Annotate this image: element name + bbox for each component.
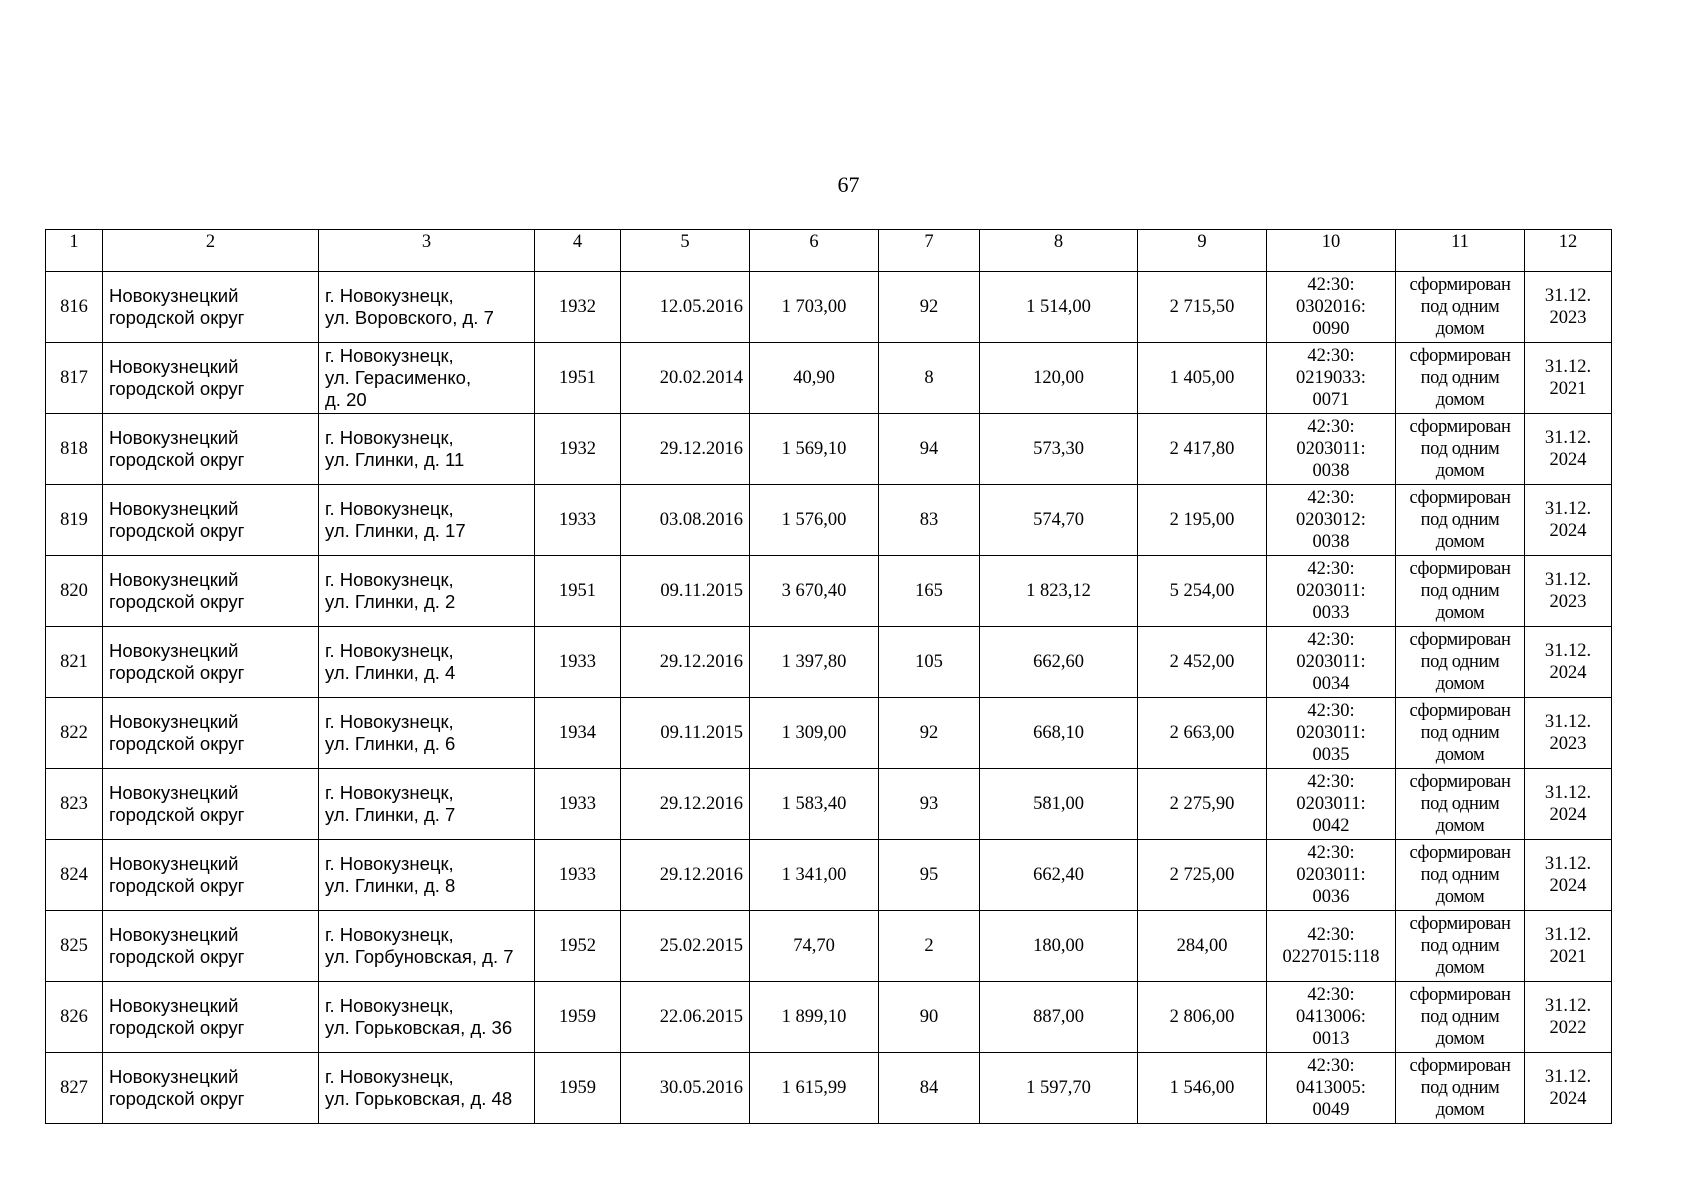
column-header-5: 5 [621, 230, 750, 272]
cadastral-cell [1267, 343, 1396, 414]
area-total-cell: 1 576,00 [750, 485, 879, 556]
address-cell [319, 556, 535, 627]
row-number: 825 [46, 911, 103, 982]
deadline-cell-line: 2023 [1549, 734, 1587, 754]
table-row [46, 982, 1612, 1053]
area-3-cell: 2 715,50 [1138, 272, 1267, 343]
address-cell-line: ул. Герасименко, [325, 367, 472, 388]
cadastral-cell-line: 0203011: [1296, 652, 1366, 672]
cadastral-cell-line: 42:30: [1307, 559, 1355, 579]
area-2-cell: 574,70 [980, 485, 1138, 556]
deadline-cell-line: 2021 [1549, 947, 1587, 967]
land-status-cell-line: домом [1435, 390, 1485, 410]
cadastral-cell [1267, 982, 1396, 1053]
land-status-cell [1396, 982, 1525, 1053]
area-2-cell: 887,00 [980, 982, 1138, 1053]
deadline-cell-line: 31.12. [1544, 428, 1592, 448]
area-total-cell: 1 309,00 [750, 698, 879, 769]
cadastral-cell-line: 0227015:118 [1282, 947, 1380, 967]
deadline-cell-line: 2022 [1549, 1018, 1587, 1038]
cadastral-cell-line: 0203012: [1296, 510, 1366, 530]
address-cell-line: ул. Воровского, д. 7 [325, 307, 494, 328]
land-status-cell-line: домом [1435, 461, 1485, 481]
area-2-cell: 662,40 [980, 840, 1138, 911]
land-status-cell-line: под одним [1420, 794, 1500, 814]
cadastral-cell [1267, 1053, 1396, 1124]
land-status-cell-line: сформирован [1409, 701, 1511, 721]
year-cell: 1932 [535, 272, 621, 343]
cadastral-cell [1267, 698, 1396, 769]
area-2-cell: 1 597,70 [980, 1053, 1138, 1124]
deadline-cell-line: 31.12. [1544, 783, 1592, 803]
area-3-cell: 2 725,00 [1138, 840, 1267, 911]
column-header-9: 9 [1138, 230, 1267, 272]
residents-cell: 105 [879, 627, 980, 698]
deadline-cell [1525, 982, 1612, 1053]
area-total-cell: 1 583,40 [750, 769, 879, 840]
address-cell [319, 414, 535, 485]
land-status-cell-line: домом [1435, 887, 1485, 907]
land-status-cell-line: сформирован [1409, 985, 1511, 1005]
table-header [46, 230, 1612, 272]
address-cell [319, 698, 535, 769]
municipality-cell: Новокузнецкий городской округ [103, 272, 319, 343]
table-row [46, 840, 1612, 911]
date-cell: 29.12.2016 [621, 414, 750, 485]
deadline-cell-line: 2023 [1549, 308, 1587, 328]
deadline-cell-line: 2024 [1549, 521, 1587, 541]
residents-cell: 94 [879, 414, 980, 485]
date-cell: 12.05.2016 [621, 272, 750, 343]
deadline-cell-line: 31.12. [1544, 286, 1592, 306]
date-cell: 25.02.2015 [621, 911, 750, 982]
row-number: 823 [46, 769, 103, 840]
area-3-cell: 5 254,00 [1138, 556, 1267, 627]
cadastral-cell-line: 0034 [1312, 674, 1350, 694]
deadline-cell-line: 31.12. [1544, 996, 1592, 1016]
land-status-cell [1396, 627, 1525, 698]
table-row [46, 272, 1612, 343]
year-cell: 1959 [535, 1053, 621, 1124]
deadline-cell-line: 31.12. [1544, 641, 1592, 661]
table-row [46, 769, 1612, 840]
cadastral-cell-line: 0038 [1312, 532, 1350, 552]
address-cell-line: ул. Горбуновская, д. 7 [325, 946, 514, 967]
cadastral-cell-line: 0049 [1312, 1100, 1350, 1120]
deadline-cell-line: 31.12. [1544, 1067, 1592, 1087]
table-row [46, 485, 1612, 556]
address-cell-line: г. Новокузнецк, [325, 924, 454, 945]
column-header-3: 3 [319, 230, 535, 272]
land-status-cell-line: сформирован [1409, 630, 1511, 650]
table-row [46, 556, 1612, 627]
municipality-cell: Новокузнецкий городской округ [103, 414, 319, 485]
area-total-cell: 3 670,40 [750, 556, 879, 627]
cadastral-cell [1267, 627, 1396, 698]
land-status-cell-line: под одним [1420, 368, 1500, 388]
area-3-cell: 2 275,90 [1138, 769, 1267, 840]
address-cell-line: ул. Горьковская, д. 48 [325, 1088, 513, 1109]
year-cell: 1933 [535, 840, 621, 911]
year-cell: 1934 [535, 698, 621, 769]
row-number: 824 [46, 840, 103, 911]
residents-cell: 84 [879, 1053, 980, 1124]
registry-table [45, 229, 1612, 1124]
municipality-cell: Новокузнецкий городской округ [103, 343, 319, 414]
address-cell-line: г. Новокузнецк, [325, 853, 454, 874]
address-cell-line: г. Новокузнецк, [325, 782, 454, 803]
address-cell-line: г. Новокузнецк, [325, 569, 454, 590]
cadastral-cell-line: 0413006: [1296, 1007, 1366, 1027]
row-number: 819 [46, 485, 103, 556]
area-2-cell: 581,00 [980, 769, 1138, 840]
address-cell [319, 1053, 535, 1124]
residents-cell: 90 [879, 982, 980, 1053]
municipality-cell: Новокузнецкий городской округ [103, 982, 319, 1053]
cadastral-cell-line: 42:30: [1307, 346, 1355, 366]
cadastral-cell-line: 42:30: [1307, 488, 1355, 508]
date-cell: 09.11.2015 [621, 698, 750, 769]
land-status-cell-line: под одним [1420, 1078, 1500, 1098]
land-status-cell-line: домом [1435, 745, 1485, 765]
column-header-2: 2 [103, 230, 319, 272]
cadastral-cell-line: 42:30: [1307, 985, 1355, 1005]
cadastral-cell [1267, 272, 1396, 343]
deadline-cell [1525, 343, 1612, 414]
table-row [46, 1053, 1612, 1124]
column-header-1: 1 [46, 230, 103, 272]
land-status-cell-line: домом [1435, 1100, 1485, 1120]
row-number: 827 [46, 1053, 103, 1124]
column-header-4: 4 [535, 230, 621, 272]
year-cell: 1951 [535, 343, 621, 414]
address-cell-line: г. Новокузнецк, [325, 1066, 454, 1087]
deadline-cell-line: 2021 [1549, 379, 1587, 399]
address-cell-line: г. Новокузнецк, [325, 640, 454, 661]
land-status-cell-line: под одним [1420, 865, 1500, 885]
residents-cell: 93 [879, 769, 980, 840]
area-3-cell: 2 195,00 [1138, 485, 1267, 556]
cadastral-cell-line: 42:30: [1307, 275, 1355, 295]
municipality-cell: Новокузнецкий городской округ [103, 698, 319, 769]
year-cell: 1933 [535, 485, 621, 556]
area-2-cell: 1 823,12 [980, 556, 1138, 627]
deadline-cell-line: 2024 [1549, 876, 1587, 896]
table-row [46, 698, 1612, 769]
column-header-10: 10 [1267, 230, 1396, 272]
municipality-cell: Новокузнецкий городской округ [103, 485, 319, 556]
address-cell-line: г. Новокузнецк, [325, 995, 454, 1016]
land-status-cell-line: под одним [1420, 297, 1500, 317]
address-cell-line: ул. Глинки, д. 7 [325, 804, 456, 825]
address-cell-line: ул. Глинки, д. 4 [325, 662, 456, 683]
column-header-11: 11 [1396, 230, 1525, 272]
cadastral-cell [1267, 911, 1396, 982]
table-body [46, 272, 1612, 1124]
table-row [46, 911, 1612, 982]
address-cell [319, 911, 535, 982]
year-cell: 1933 [535, 627, 621, 698]
area-total-cell: 1 341,00 [750, 840, 879, 911]
row-number: 817 [46, 343, 103, 414]
land-status-cell-line: под одним [1420, 652, 1500, 672]
land-status-cell [1396, 698, 1525, 769]
year-cell: 1951 [535, 556, 621, 627]
area-3-cell: 2 417,80 [1138, 414, 1267, 485]
deadline-cell-line: 2024 [1549, 1089, 1587, 1109]
address-cell-line: г. Новокузнецк, [325, 498, 454, 519]
land-status-cell-line: под одним [1420, 936, 1500, 956]
date-cell: 20.02.2014 [621, 343, 750, 414]
residents-cell: 92 [879, 698, 980, 769]
area-3-cell: 2 452,00 [1138, 627, 1267, 698]
area-3-cell: 2 806,00 [1138, 982, 1267, 1053]
deadline-cell-line: 31.12. [1544, 854, 1592, 874]
deadline-cell-line: 2024 [1549, 450, 1587, 470]
land-status-cell [1396, 272, 1525, 343]
land-status-cell-line: под одним [1420, 581, 1500, 601]
deadline-cell-line: 31.12. [1544, 570, 1592, 590]
area-2-cell: 120,00 [980, 343, 1138, 414]
deadline-cell-line: 31.12. [1544, 712, 1592, 732]
column-header-8: 8 [980, 230, 1138, 272]
cadastral-cell-line: 0036 [1312, 887, 1350, 907]
column-header-7: 7 [879, 230, 980, 272]
cadastral-cell-line: 0203011: [1296, 865, 1366, 885]
residents-cell: 92 [879, 272, 980, 343]
deadline-cell [1525, 1053, 1612, 1124]
deadline-cell-line: 2023 [1549, 592, 1587, 612]
deadline-cell [1525, 272, 1612, 343]
column-header-6: 6 [750, 230, 879, 272]
deadline-cell [1525, 485, 1612, 556]
area-2-cell: 573,30 [980, 414, 1138, 485]
cadastral-cell-line: 42:30: [1307, 843, 1355, 863]
area-3-cell: 1 546,00 [1138, 1053, 1267, 1124]
area-total-cell: 1 899,10 [750, 982, 879, 1053]
deadline-cell-line: 31.12. [1544, 357, 1592, 377]
cadastral-cell-line: 0042 [1312, 816, 1350, 836]
cadastral-cell-line: 0203011: [1296, 581, 1366, 601]
deadline-cell [1525, 698, 1612, 769]
address-cell [319, 769, 535, 840]
cadastral-cell [1267, 556, 1396, 627]
residents-cell: 2 [879, 911, 980, 982]
date-cell: 09.11.2015 [621, 556, 750, 627]
cadastral-cell-line: 0013 [1312, 1029, 1350, 1049]
land-status-cell-line: сформирован [1409, 346, 1511, 366]
land-status-cell-line: под одним [1420, 723, 1500, 743]
address-cell-line: ул. Глинки, д. 17 [325, 520, 466, 541]
date-cell: 29.12.2016 [621, 627, 750, 698]
cadastral-cell-line: 42:30: [1307, 417, 1355, 437]
year-cell: 1932 [535, 414, 621, 485]
address-cell-line: ул. Глинки, д. 8 [325, 875, 456, 896]
address-cell [319, 485, 535, 556]
date-cell: 29.12.2016 [621, 769, 750, 840]
date-cell: 30.05.2016 [621, 1053, 750, 1124]
cadastral-cell-line: 0413005: [1296, 1078, 1366, 1098]
deadline-cell-line: 31.12. [1544, 499, 1592, 519]
address-cell-line: г. Новокузнецк, [325, 711, 454, 732]
land-status-cell-line: сформирован [1409, 914, 1511, 934]
address-cell-line: ул. Горьковская, д. 36 [325, 1017, 513, 1038]
land-status-cell-line: сформирован [1409, 488, 1511, 508]
land-status-cell-line: домом [1435, 816, 1485, 836]
address-cell-line: д. 20 [325, 389, 367, 410]
cadastral-cell-line: 0203011: [1296, 439, 1366, 459]
cadastral-cell-line: 0203011: [1296, 723, 1366, 743]
cadastral-cell-line: 42:30: [1307, 701, 1355, 721]
table-row [46, 414, 1612, 485]
land-status-cell-line: сформирован [1409, 843, 1511, 863]
land-status-cell [1396, 485, 1525, 556]
cadastral-cell-line: 0219033: [1296, 368, 1366, 388]
land-status-cell-line: сформирован [1409, 559, 1511, 579]
cadastral-cell [1267, 485, 1396, 556]
land-status-cell-line: домом [1435, 674, 1485, 694]
address-cell-line: ул. Глинки, д. 11 [325, 449, 465, 470]
land-status-cell-line: под одним [1420, 1007, 1500, 1027]
date-cell: 22.06.2015 [621, 982, 750, 1053]
area-total-cell: 1 615,99 [750, 1053, 879, 1124]
address-cell [319, 627, 535, 698]
land-status-cell-line: сформирован [1409, 275, 1511, 295]
land-status-cell-line: домом [1435, 532, 1485, 552]
deadline-cell [1525, 769, 1612, 840]
cadastral-cell-line: 0035 [1312, 745, 1350, 765]
municipality-cell: Новокузнецкий городской округ [103, 840, 319, 911]
area-total-cell: 40,90 [750, 343, 879, 414]
area-total-cell: 74,70 [750, 911, 879, 982]
header-row [46, 230, 1612, 272]
cadastral-cell-line: 0203011: [1296, 794, 1366, 814]
year-cell: 1952 [535, 911, 621, 982]
land-status-cell-line: домом [1435, 958, 1485, 978]
municipality-cell: Новокузнецкий городской округ [103, 911, 319, 982]
row-number: 820 [46, 556, 103, 627]
cadastral-cell-line: 0302016: [1296, 297, 1366, 317]
municipality-cell: Новокузнецкий городской округ [103, 769, 319, 840]
deadline-cell-line: 31.12. [1544, 925, 1592, 945]
address-cell [319, 840, 535, 911]
cadastral-cell-line: 42:30: [1307, 630, 1355, 650]
cadastral-cell [1267, 769, 1396, 840]
area-2-cell: 180,00 [980, 911, 1138, 982]
date-cell: 03.08.2016 [621, 485, 750, 556]
area-3-cell: 284,00 [1138, 911, 1267, 982]
row-number: 821 [46, 627, 103, 698]
area-total-cell: 1 397,80 [750, 627, 879, 698]
cadastral-cell-line: 0033 [1312, 603, 1350, 623]
cadastral-cell [1267, 840, 1396, 911]
area-2-cell: 1 514,00 [980, 272, 1138, 343]
row-number: 822 [46, 698, 103, 769]
land-status-cell [1396, 414, 1525, 485]
land-status-cell [1396, 343, 1525, 414]
column-header-12: 12 [1525, 230, 1612, 272]
deadline-cell [1525, 414, 1612, 485]
municipality-cell: Новокузнецкий городской округ [103, 627, 319, 698]
deadline-cell-line: 2024 [1549, 805, 1587, 825]
land-status-cell-line: под одним [1420, 510, 1500, 530]
cadastral-cell-line: 0090 [1312, 319, 1350, 339]
address-cell [319, 343, 535, 414]
table-row [46, 343, 1612, 414]
area-3-cell: 1 405,00 [1138, 343, 1267, 414]
row-number: 816 [46, 272, 103, 343]
row-number: 826 [46, 982, 103, 1053]
address-cell-line: ул. Глинки, д. 6 [325, 733, 456, 754]
cadastral-cell [1267, 414, 1396, 485]
area-2-cell: 668,10 [980, 698, 1138, 769]
land-status-cell-line: сформирован [1409, 417, 1511, 437]
address-cell [319, 272, 535, 343]
land-status-cell-line: сформирован [1409, 772, 1511, 792]
address-cell-line: г. Новокузнецк, [325, 345, 454, 366]
residents-cell: 165 [879, 556, 980, 627]
deadline-cell [1525, 556, 1612, 627]
land-status-cell [1396, 556, 1525, 627]
area-2-cell: 662,60 [980, 627, 1138, 698]
residents-cell: 83 [879, 485, 980, 556]
cadastral-cell-line: 0071 [1312, 390, 1350, 410]
deadline-cell [1525, 911, 1612, 982]
land-status-cell-line: домом [1435, 603, 1485, 623]
land-status-cell-line: домом [1435, 319, 1485, 339]
land-status-cell [1396, 911, 1525, 982]
land-status-cell [1396, 769, 1525, 840]
land-status-cell-line: домом [1435, 1029, 1485, 1049]
area-total-cell: 1 703,00 [750, 272, 879, 343]
municipality-cell: Новокузнецкий городской округ [103, 1053, 319, 1124]
municipality-cell: Новокузнецкий городской округ [103, 556, 319, 627]
page-number: 67 [837, 172, 860, 197]
row-number: 818 [46, 414, 103, 485]
land-status-cell [1396, 840, 1525, 911]
area-3-cell: 2 663,00 [1138, 698, 1267, 769]
land-status-cell-line: сформирован [1409, 1056, 1511, 1076]
cadastral-cell-line: 42:30: [1307, 925, 1355, 945]
address-cell-line: ул. Глинки, д. 2 [325, 591, 456, 612]
cadastral-cell-line: 42:30: [1307, 1056, 1355, 1076]
year-cell: 1933 [535, 769, 621, 840]
date-cell: 29.12.2016 [621, 840, 750, 911]
cadastral-cell-line: 0038 [1312, 461, 1350, 481]
deadline-cell [1525, 627, 1612, 698]
deadline-cell-line: 2024 [1549, 663, 1587, 683]
address-cell [319, 982, 535, 1053]
address-cell-line: г. Новокузнецк, [325, 427, 454, 448]
land-status-cell-line: под одним [1420, 439, 1500, 459]
land-status-cell [1396, 1053, 1525, 1124]
deadline-cell [1525, 840, 1612, 911]
area-total-cell: 1 569,10 [750, 414, 879, 485]
cadastral-cell-line: 42:30: [1307, 772, 1355, 792]
residents-cell: 95 [879, 840, 980, 911]
table-row [46, 627, 1612, 698]
residents-cell: 8 [879, 343, 980, 414]
address-cell-line: г. Новокузнецк, [325, 285, 454, 306]
year-cell: 1959 [535, 982, 621, 1053]
